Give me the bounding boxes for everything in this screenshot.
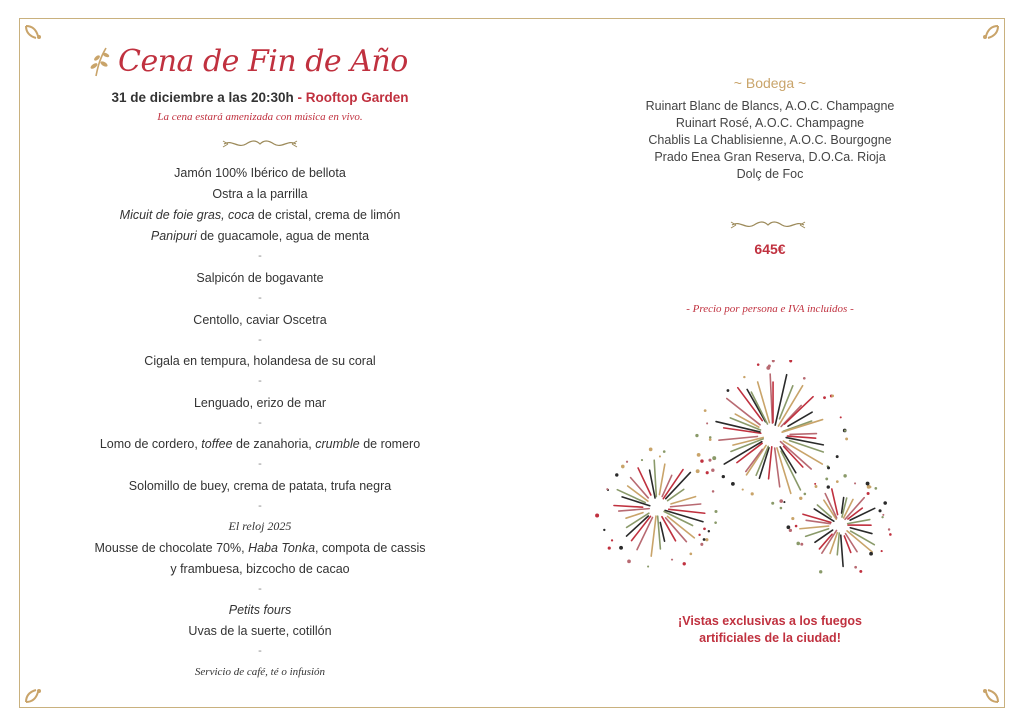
firework-spark [825, 478, 828, 481]
firework-spark [731, 482, 735, 486]
firework-spark [799, 497, 802, 500]
firework-spark [621, 465, 625, 469]
firework-spark [695, 434, 698, 437]
price-note: - Precio por persona e IVA incluidos - [686, 303, 854, 315]
firework-spark [789, 360, 792, 362]
menu-item-italic: toffee [201, 437, 233, 451]
menu-item-italic: Micuit de foie gras, coca [119, 208, 255, 222]
menu-item: Petits fours [228, 603, 292, 617]
title-row [88, 44, 428, 88]
menu-item-italic: Haba Tonka [248, 541, 316, 555]
corner-ornament-icon [24, 24, 44, 44]
menu-separator: - [258, 292, 262, 304]
firework-spark [742, 489, 744, 491]
firework-spark [722, 475, 725, 478]
firework-spark [789, 529, 792, 532]
firework-ray [659, 464, 664, 494]
menu-item-italic: Panipuri [150, 229, 197, 243]
firework-spark [791, 517, 794, 520]
firework-ray [671, 504, 701, 507]
menu-item: Ostra a la parrilla [212, 187, 308, 201]
firework-spark [889, 533, 892, 536]
firework-spark [874, 487, 877, 490]
firework-ray [737, 443, 762, 462]
menu-item: y frambuesa, bizcocho de cacao [170, 562, 350, 576]
firework-ray [738, 388, 763, 421]
firework-spark [714, 521, 717, 524]
menu-item-text: Mousse de chocolate 70%, [94, 541, 249, 555]
firework-spark [641, 459, 643, 461]
menu-separator: - [258, 645, 262, 657]
firework-spark [783, 501, 785, 503]
firework-spark [712, 490, 715, 493]
firework-spark [854, 482, 856, 484]
firework-spark [845, 437, 848, 440]
firework-spark [708, 530, 710, 532]
firework-spark [827, 485, 830, 488]
menu-item [0, 229, 520, 243]
firework-spark [796, 542, 800, 546]
firework-spark [595, 513, 599, 517]
firework-spark [608, 547, 611, 550]
firework-spark [866, 482, 870, 486]
firework-spark [800, 543, 803, 546]
flourish-divider-icon [730, 218, 806, 232]
firework-spark [703, 527, 706, 530]
firework-spark [606, 488, 608, 490]
menu-item: Centollo, caviar Oscetra [193, 313, 327, 327]
firework-spark [711, 469, 714, 472]
firework-spark [683, 562, 686, 565]
firework-spark [649, 448, 653, 452]
firework-spark [696, 469, 700, 473]
firework-spark [714, 510, 717, 513]
firework-ray [637, 517, 652, 549]
menu-separator: - [258, 334, 262, 346]
firework-spark [671, 559, 673, 561]
menu-separator: - [258, 458, 262, 470]
wine-item: Prado Enea Gran Reserva, D.O.Ca. Rioja [654, 150, 886, 164]
firework-burst-icon [695, 360, 848, 509]
firework-spark [704, 409, 707, 412]
menu-item-italic: crumble [315, 437, 360, 451]
firework-spark [727, 389, 730, 392]
firework-ray [626, 513, 643, 519]
firework-ray [844, 536, 850, 552]
firework-spark [751, 492, 754, 495]
flourish-divider-icon [222, 137, 298, 151]
firework-spark [615, 473, 618, 476]
firework-spark [869, 486, 872, 489]
firework-spark [706, 422, 708, 424]
firework-ray [790, 434, 816, 435]
firework-ray [775, 375, 786, 425]
event-date [0, 90, 520, 105]
firework-ray [800, 526, 829, 529]
event-datetime: 31 de diciembre a las 20:30h [111, 90, 294, 105]
leaf-sprig-icon [88, 46, 112, 78]
firework-spark [611, 539, 613, 541]
menu-item [0, 541, 520, 555]
bodega-title: ~ Bodega ~ [733, 75, 807, 91]
firework-spark [603, 529, 605, 531]
firework-spark [703, 538, 706, 541]
firework-ray [638, 468, 651, 495]
menu-item: Cigala en tempura, holandesa de su coral [144, 354, 376, 368]
menu-item: Salpicón de bogavante [196, 271, 324, 285]
firework-spark [709, 436, 712, 439]
wine-item: Chablis La Chablisienne, A.O.C. Bourgogne [648, 133, 892, 147]
firework-spark [804, 493, 807, 496]
menu-item: Lenguado, erizo de mar [193, 396, 327, 410]
menu-separator: - [258, 417, 262, 429]
firework-spark [771, 502, 774, 505]
firework-ray [614, 505, 643, 507]
views-line: ¡Vistas exclusivas a los fuegos [678, 614, 862, 628]
menu-item-text: de zanahoria, [232, 437, 316, 451]
firework-spark [712, 456, 716, 460]
menu-item [0, 437, 520, 451]
event-subtitle: La cena estará amenizada con música en vivo. [157, 111, 363, 123]
firework-ray [837, 533, 839, 555]
firework-ray [841, 535, 843, 566]
wine-item: Ruinart Rosé, A.O.C. Champagne [675, 116, 865, 130]
firework-ray [658, 516, 661, 549]
firework-burst-icon [595, 448, 717, 568]
menu-item-text: de guacamole, agua de menta [196, 229, 370, 243]
firework-spark [881, 550, 883, 552]
firework-spark [772, 360, 775, 362]
firework-spark [698, 534, 700, 536]
event-venue-sep: - [293, 90, 306, 105]
firework-spark [705, 538, 708, 541]
firework-spark [663, 450, 666, 453]
firework-ray [769, 447, 772, 479]
fireworks-illustration-icon [595, 360, 925, 590]
menu-separator: - [258, 500, 262, 512]
event-venue: Rooftop Garden [305, 90, 409, 105]
firework-spark [659, 455, 661, 457]
firework-spark [627, 559, 631, 563]
firework-ray [651, 516, 656, 556]
menu-closing: Servicio de café, té o infusión [194, 666, 326, 678]
menu-dessert-title: El reloj 2025 [228, 519, 292, 533]
firework-ray [619, 509, 649, 511]
corner-ornament-icon [24, 684, 44, 704]
price: 645€ [754, 241, 786, 257]
firework-ray [770, 374, 772, 423]
firework-spark [743, 376, 745, 378]
menu-item-text: , compota de cassis [315, 541, 426, 555]
firework-spark [883, 501, 887, 505]
firework-ray [654, 460, 656, 496]
firework-spark [882, 514, 884, 516]
menu-item-text: Lomo de cordero, [99, 437, 202, 451]
menu-item [0, 208, 520, 222]
firework-spark [689, 553, 692, 556]
firework-spark [843, 474, 846, 477]
firework-spark [859, 570, 862, 573]
firework-spark [768, 364, 771, 367]
page-title: Cena de Fin de Año [118, 44, 408, 79]
firework-spark [888, 528, 890, 530]
firework-spark [647, 565, 649, 567]
firework-spark [803, 377, 806, 380]
firework-spark [795, 525, 798, 528]
firework-spark [827, 466, 830, 469]
firework-spark [709, 438, 712, 441]
firework-spark [836, 455, 839, 458]
firework-spark [823, 396, 826, 399]
menu-item-text: de romero [359, 437, 421, 451]
wine-item: Dolç de Foc [736, 167, 804, 181]
menu-item-text: de cristal, crema de limón [254, 208, 401, 222]
firework-spark [619, 546, 623, 550]
firework-burst-icon [787, 474, 892, 573]
views-line: artificiales de la ciudad! [699, 631, 841, 645]
firework-spark [881, 516, 883, 518]
firework-spark [879, 509, 882, 512]
firework-spark [815, 485, 818, 488]
firework-ray [787, 436, 815, 438]
firework-spark [700, 459, 703, 462]
firework-spark [706, 471, 709, 474]
firework-spark [700, 543, 703, 546]
firework-spark [831, 395, 834, 398]
firework-spark [697, 453, 701, 457]
firework-spark [779, 499, 783, 503]
corner-ornament-icon [980, 24, 1000, 44]
firework-spark [780, 507, 783, 510]
menu-separator: - [258, 375, 262, 387]
firework-spark [819, 570, 822, 573]
wine-item: Ruinart Blanc de Blancs, A.O.C. Champagne [645, 99, 895, 113]
firework-ray [671, 497, 696, 504]
firework-spark [840, 416, 842, 418]
firework-spark [869, 552, 873, 556]
menu-item: Uvas de la suerte, cotillón [188, 624, 332, 638]
firework-spark [854, 566, 857, 569]
menu-separator: - [258, 583, 262, 595]
menu-separator: - [258, 250, 262, 262]
firework-spark [867, 492, 870, 495]
firework-spark [787, 525, 791, 529]
firework-ray [660, 522, 664, 541]
firework-spark [836, 480, 839, 483]
firework-spark [626, 461, 628, 463]
menu-item: Solomillo de buey, crema de patata, trufa negra [128, 479, 392, 493]
menu-item: Jamón 100% Ibérico de bellota [174, 166, 346, 180]
firework-spark [757, 363, 760, 366]
firework-spark [814, 483, 816, 485]
corner-ornament-icon [980, 684, 1000, 704]
firework-spark [844, 430, 846, 432]
firework-spark [708, 459, 711, 462]
